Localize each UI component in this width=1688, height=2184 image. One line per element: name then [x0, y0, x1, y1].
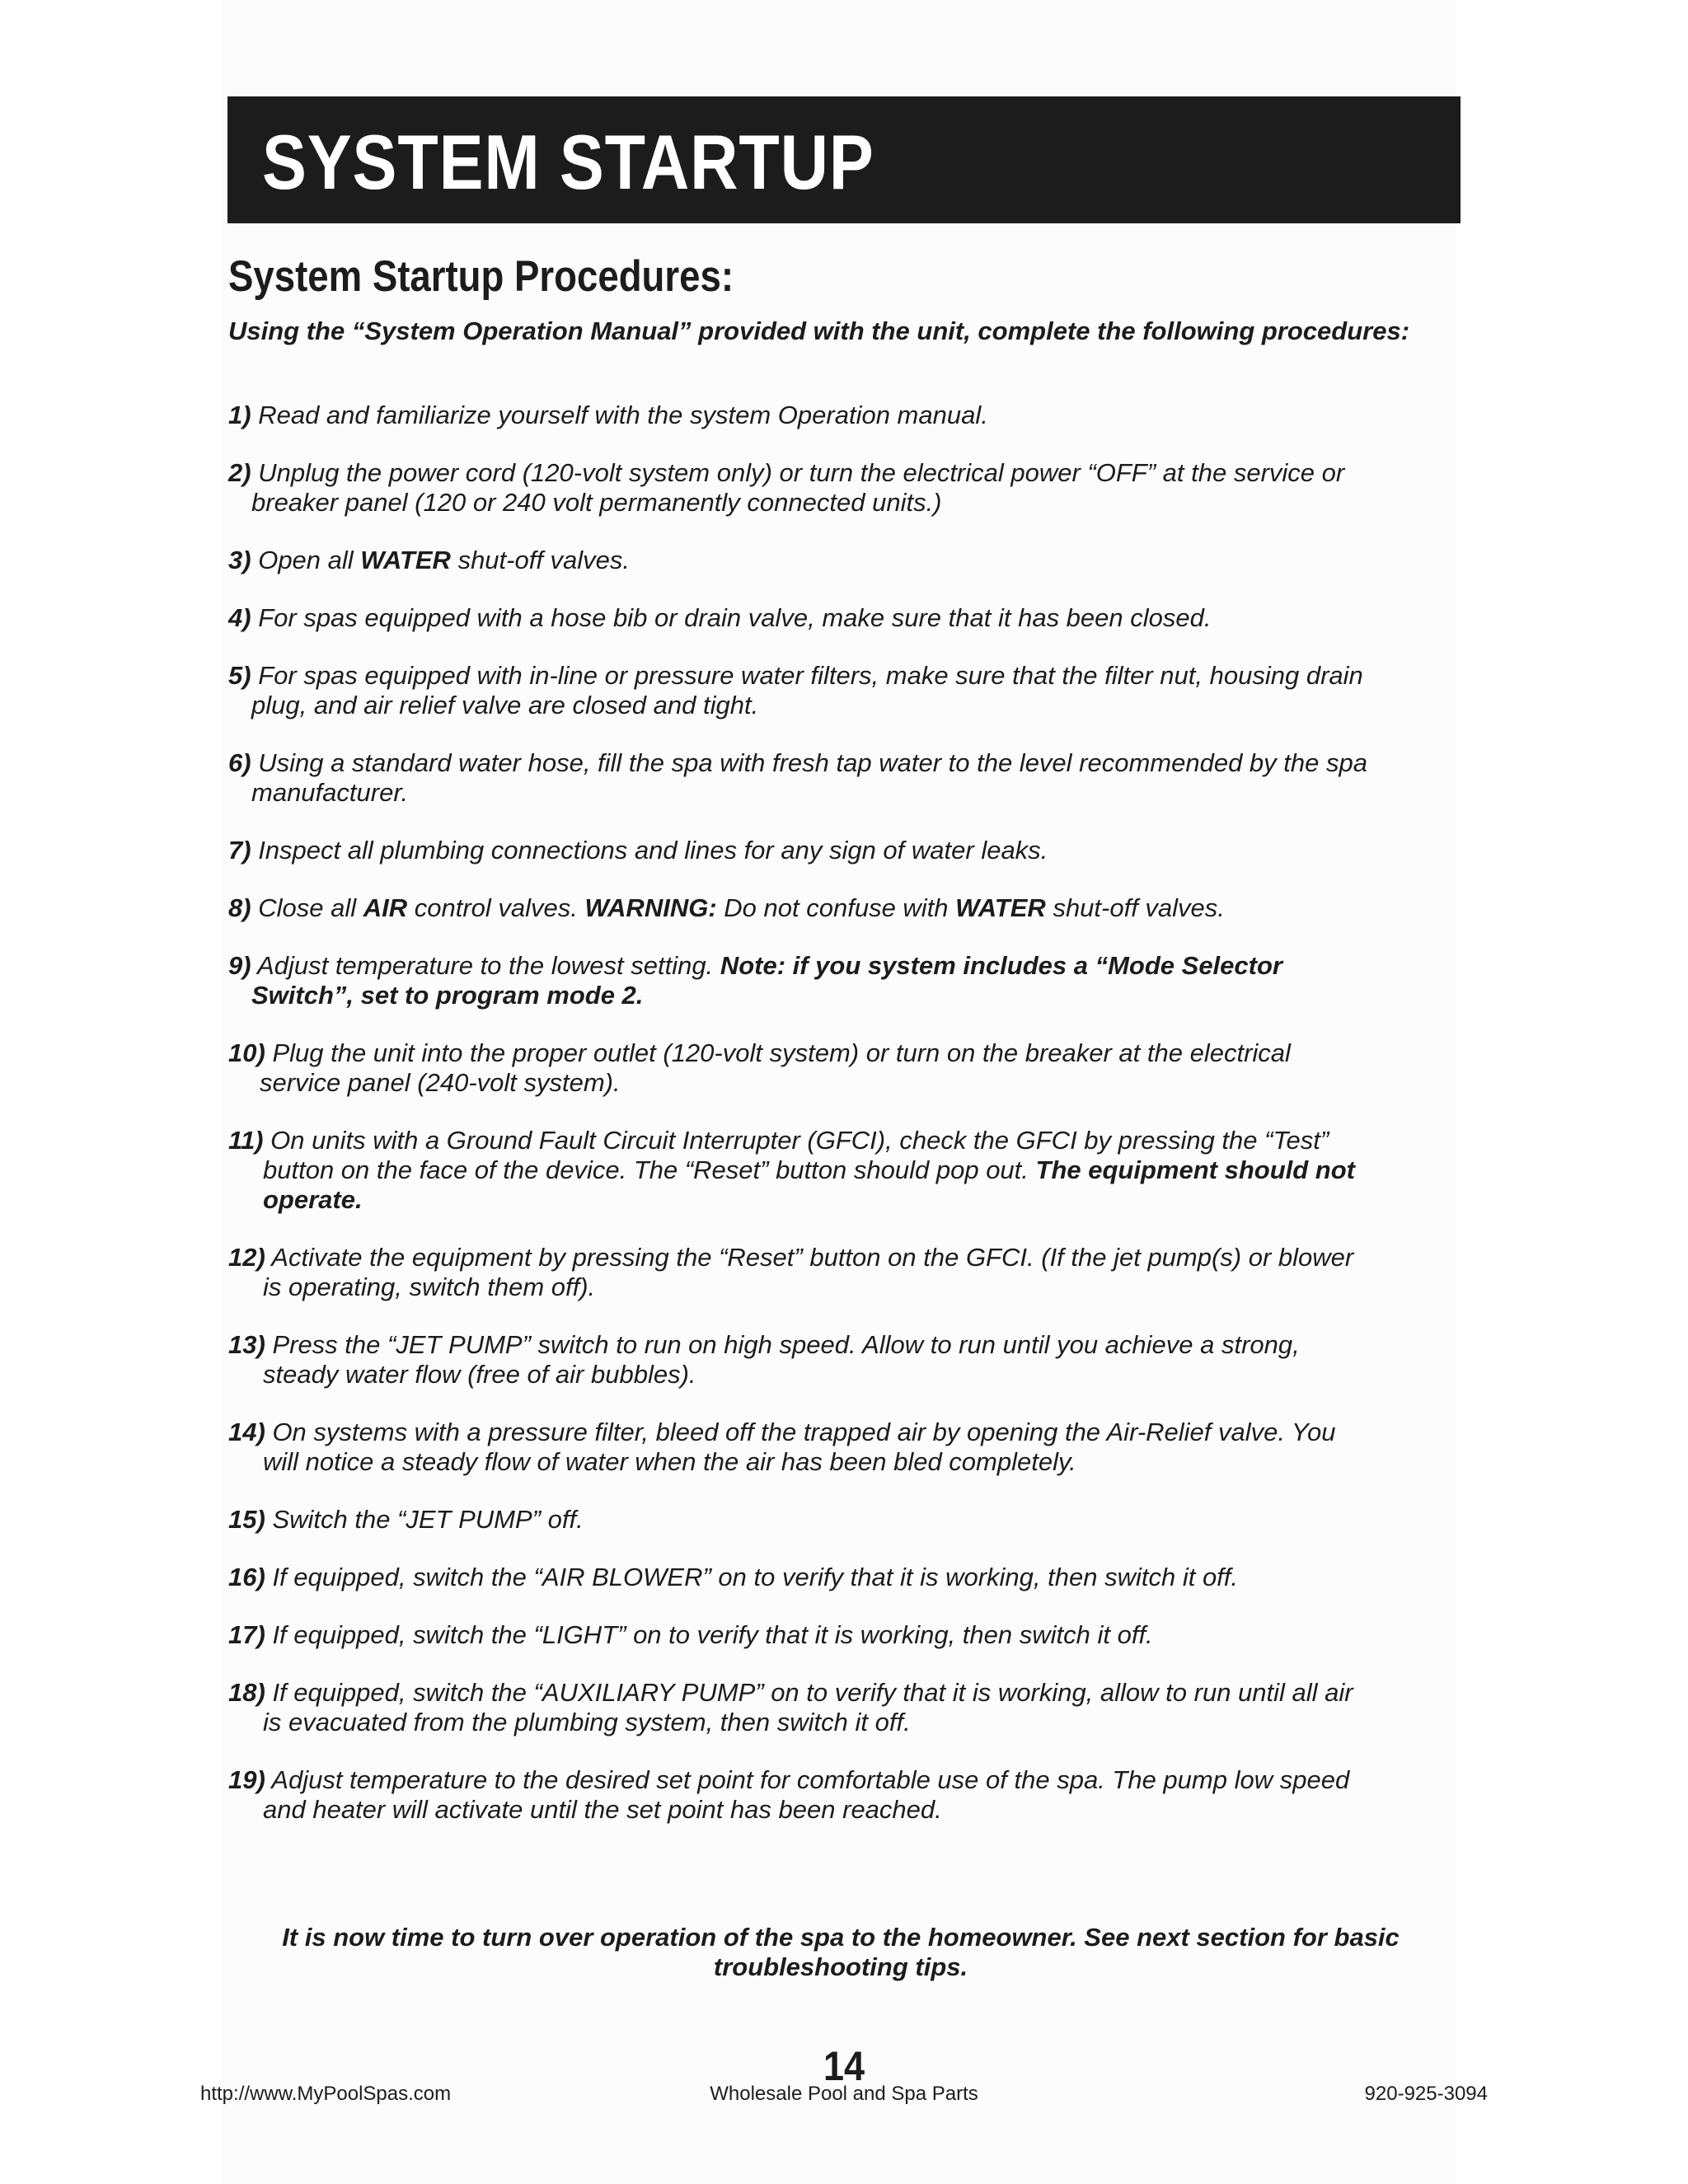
step-text: For spas equipped with in-line or pressure water filters, make sure that the filter nut, housing drain: [258, 661, 1363, 690]
step-text: If equipped, switch the “AUXILIARY PUMP” on to verify that it is working, allow to run until all air: [272, 1678, 1353, 1707]
footer-company: Wholesale Pool and Spa Parts: [710, 2083, 978, 2105]
list-item: [228, 1505, 1465, 1535]
step-text: Inspect all plumbing connections and lines for any sign of water leaks.: [258, 836, 1048, 865]
step-number: 11): [228, 1126, 264, 1155]
step-number: 13): [228, 1330, 265, 1359]
step-number: 12): [228, 1243, 265, 1272]
list-item: [228, 1563, 1465, 1592]
step-text-continued: and heater will activate until the set point has been reached.: [263, 1795, 942, 1824]
steps-list: [228, 401, 1465, 1853]
step-note-continued: Switch”, set to program mode 2.: [251, 981, 644, 1010]
step-text-continued: manufacturer.: [251, 778, 409, 807]
step-text: Press the “JET PUMP” switch to run on high speed. Allow to run until you achieve a strong,: [272, 1330, 1300, 1359]
step-number: 5): [228, 661, 251, 690]
footer-phone: 920-925-3094: [1364, 2083, 1488, 2105]
closing-note: It is now time to turn over operation of the spa to the homeowner. See next section for basic troubleshooting tips.: [282, 1923, 1400, 1981]
list-item: [228, 546, 1465, 575]
step-number: 9): [228, 951, 251, 980]
list-item: [228, 458, 1465, 518]
step-number: 2): [228, 458, 251, 487]
step-text: Adjust temperature to the lowest setting.: [257, 951, 714, 980]
step-text-continued: [228, 1155, 1465, 1185]
step-text-continued: breaker panel (120 or 240 volt permanently connected units.): [251, 488, 942, 517]
step-text: On systems with a pressure filter, bleed off the trapped air by opening the Air-Relief valve. You: [272, 1418, 1336, 1446]
step-text: Plug the unit into the proper outlet (120-volt system) or turn on the breaker at the electrical: [272, 1038, 1291, 1067]
step-emphasis: AIR: [363, 893, 408, 922]
step-note: Note: if you system includes a “Mode Selector: [720, 951, 1282, 980]
step-text-continued: service panel (240-volt system).: [260, 1068, 621, 1097]
step-text: shut-off valves.: [457, 546, 631, 574]
step-note: The equipment should not: [1035, 1155, 1356, 1184]
step-text: Open all: [258, 546, 354, 574]
step-text: If equipped, switch the “AIR BLOWER” on to verify that it is working, then switch it off.: [272, 1563, 1239, 1591]
step-number: 16): [228, 1563, 265, 1591]
step-text: Unplug the power cord (120-volt system only) or turn the electrical power “OFF” at the service or: [258, 458, 1345, 487]
list-item: [228, 951, 1465, 1010]
step-text-continued: plug, and air relief valve are closed and tight.: [251, 691, 759, 719]
step-text-continued: is evacuated from the plumbing system, then switch it off.: [263, 1708, 911, 1736]
step-text: For spas equipped with a hose bib or drain valve, make sure that it has been closed.: [258, 603, 1212, 632]
step-text-continued: will notice a steady flow of water when the air has been bled completely.: [263, 1447, 1076, 1476]
list-item: [228, 1330, 1465, 1390]
step-text: control valves.: [414, 893, 578, 922]
step-note-continued: operate.: [263, 1185, 363, 1214]
step-text: button on the face of the device. The “Reset” button should pop out.: [263, 1155, 1029, 1184]
page-title: SYSTEM STARTUP: [262, 119, 874, 205]
step-text: Close all: [258, 893, 357, 922]
list-item: [228, 1418, 1465, 1477]
step-text: Switch the “JET PUMP” off.: [272, 1505, 584, 1534]
step-text: shut-off valves.: [1053, 893, 1225, 922]
section-title: System Startup Procedures:: [228, 252, 734, 301]
list-item: [228, 1038, 1465, 1098]
step-number: 8): [228, 893, 251, 922]
step-number: 4): [228, 603, 251, 632]
header-bar: [227, 96, 1461, 223]
page-number: 14: [823, 2043, 865, 2089]
step-text: Do not confuse with: [724, 893, 949, 922]
list-item: [228, 1126, 1465, 1215]
step-number: 15): [228, 1505, 265, 1534]
step-number: 7): [228, 836, 251, 865]
list-item: [228, 661, 1465, 720]
step-emphasis: WATER: [360, 546, 451, 574]
step-text: Read and familiarize yourself with the system Operation manual.: [258, 401, 988, 429]
step-number: 1): [228, 401, 251, 429]
list-item: [228, 1243, 1465, 1302]
list-item: [228, 748, 1465, 808]
step-text-continued: is operating, switch them off).: [263, 1272, 596, 1301]
warning-label: WARNING:: [584, 893, 717, 922]
step-number: 14): [228, 1418, 265, 1446]
step-text: Adjust temperature to the desired set point for comfortable use of the spa. The pump low speed: [271, 1765, 1350, 1794]
step-number: 19): [228, 1765, 265, 1794]
intro-text: Using the “System Operation Manual” provided with the unit, complete the following procedures:: [228, 316, 1410, 345]
list-item: [228, 1620, 1465, 1650]
step-text: On units with a Ground Fault Circuit Interrupter (GFCI), check the GFCI by pressing the “Test”: [270, 1126, 1329, 1155]
step-text: Using a standard water hose, fill the spa with fresh tap water to the level recommended by the spa: [258, 748, 1367, 777]
list-item: [228, 1765, 1465, 1825]
step-text: Activate the equipment by pressing the “Reset” button on the GFCI. (If the jet pump(s) or blower: [271, 1243, 1354, 1272]
step-number: 17): [228, 1620, 265, 1649]
list-item: [228, 836, 1465, 865]
list-item: [228, 1678, 1465, 1737]
footer-website-link[interactable]: http://www.MyPoolSpas.com: [200, 2083, 452, 2105]
list-item: [228, 603, 1465, 633]
step-number: 6): [228, 748, 251, 777]
step-text: If equipped, switch the “LIGHT” on to verify that it is working, then switch it off.: [272, 1620, 1153, 1649]
step-emphasis: WATER: [955, 893, 1046, 922]
step-text-continued: steady water flow (free of air bubbles).: [263, 1360, 696, 1389]
list-item: [228, 893, 1465, 923]
list-item: [228, 401, 1465, 430]
step-number: 10): [228, 1038, 265, 1067]
step-number: 3): [228, 546, 251, 574]
step-number: 18): [228, 1678, 265, 1707]
